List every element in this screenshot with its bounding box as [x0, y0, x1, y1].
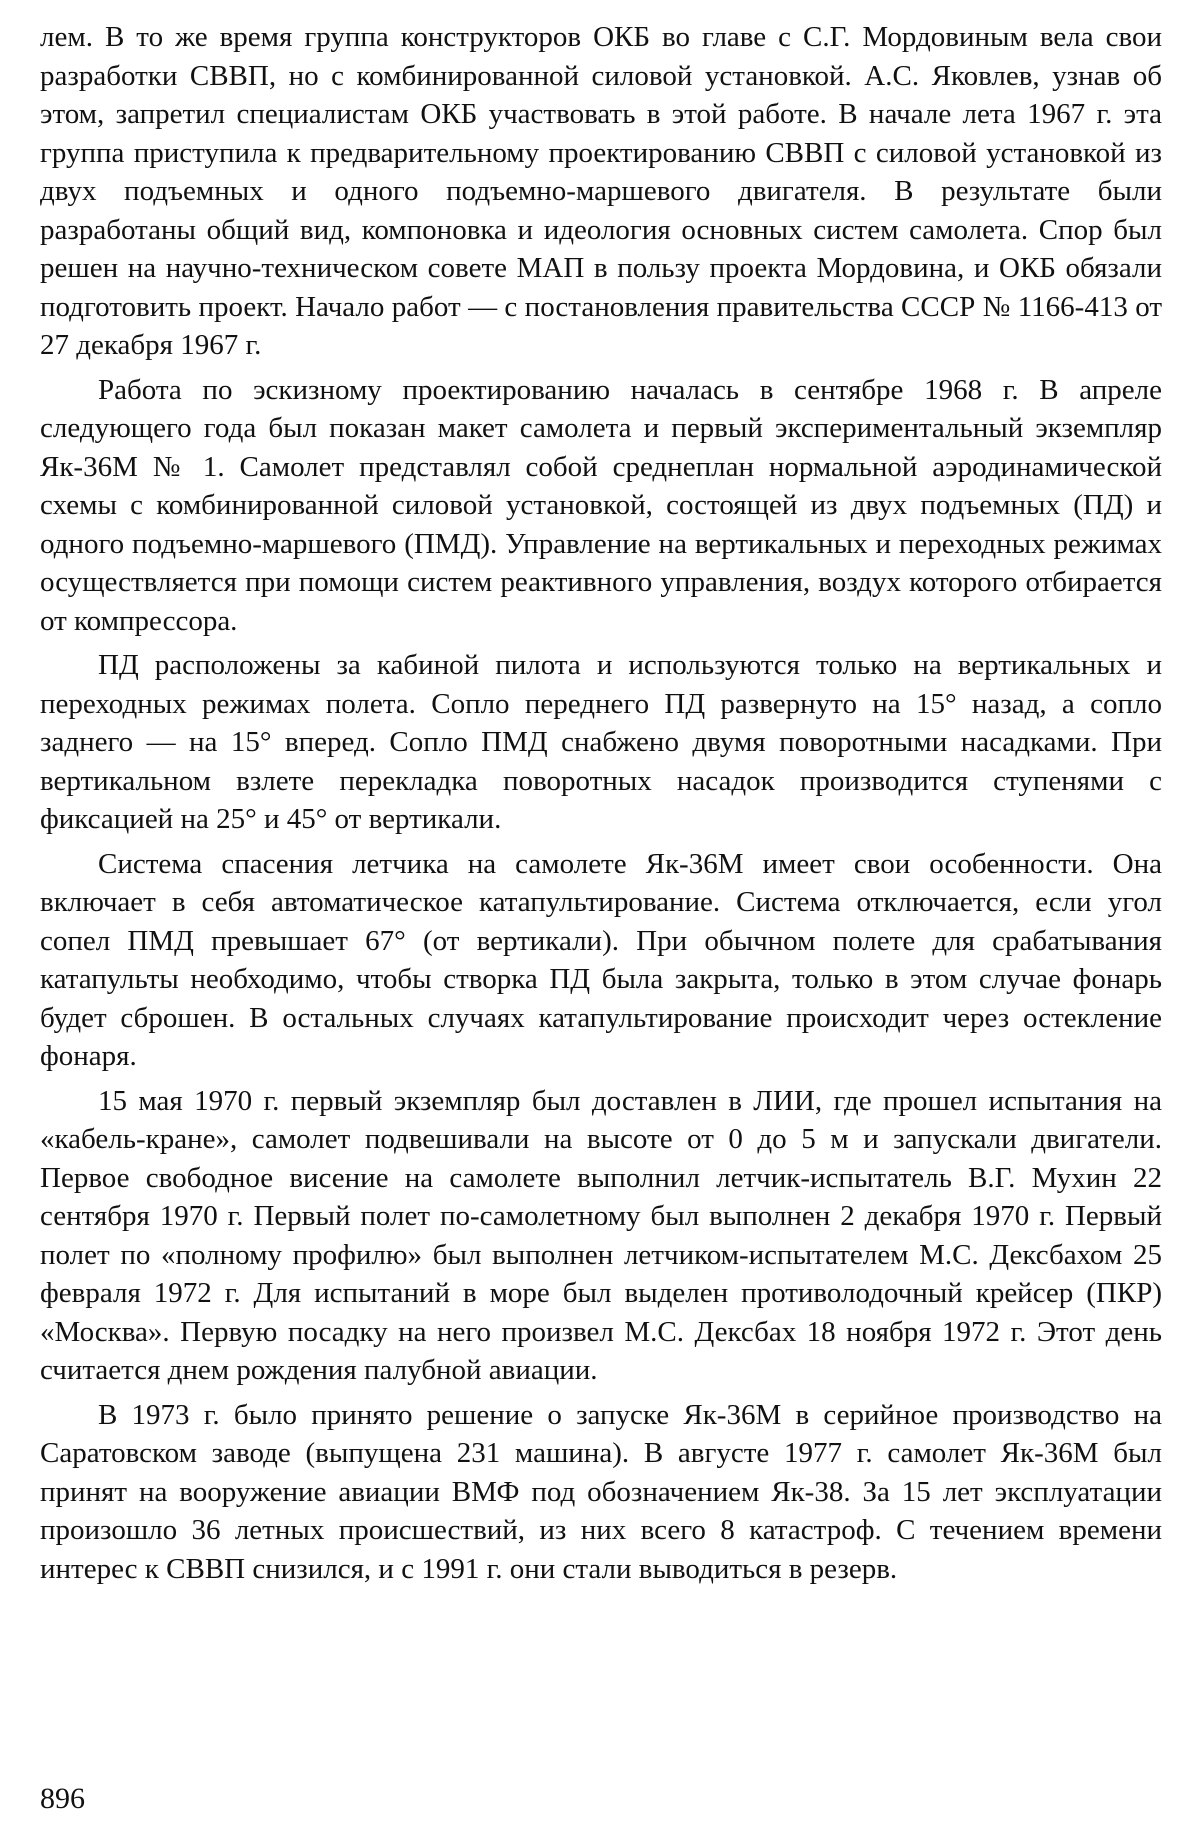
- document-page: [40, 18, 1162, 1818]
- page-number: 896: [40, 1782, 85, 1815]
- paragraph-4: Система спасения летчика на самолете Як-36М имеет свои особенности. Она включает в себя автоматическое катапультирование. Система отключается, если угол сопел ПМД превышает 67° (от вертикали). При обычном полете для срабатывания катапульты необходимо, чтобы створка ПД была закрыта, только в этом случае фонарь будет сброшен. В остальных случаях катапультирование происходит через остекление фонаря.: [40, 847, 1162, 1072]
- paragraph-3: ПД расположены за кабиной пилота и используются только на вертикальных и переходных режимах полета. Сопло переднего ПД развернуто на 15° назад, а сопло заднего — на 15° вперед. Сопло ПМД снабжено двумя поворотными насадками. При вертикальном взлете перекладка поворотных насадок производится ступенями с фиксацией на 25° и 45° от вертикали.: [40, 649, 1162, 835]
- paragraph-5: 15 мая 1970 г. первый экземпляр был доставлен в ЛИИ, где прошел испытания на «кабель-кране», самолет подвешивали на высоте от 0 до 5 м и запускали двигатели. Первое свободное висение на самолете выполнил летчик-испытатель В.Г. Мухин 22 сентября 1970 г. Первый полет по-самолетному был выполнен 2 декабря 1970 г. Первый полет по «полному профилю» был выполнен летчиком-испытателем М.С. Дексбахом 25 февраля 1972 г. Для испытаний в море был выделен противолодочный крейсер (ПКР) «Москва». Первую посадку на него произвел М.С. Дексбах 18 ноября 1972 г. Этот день считается днем рождения палубной авиации.: [40, 1084, 1162, 1386]
- paragraph-6: В 1973 г. было принято решение о запуске Як-36М в серийное производство на Саратовском заводе (выпущена 231 машина). В августе 1977 г. самолет Як-36М был принят на вооружение авиации ВМФ под обозначением Як-38. За 15 лет эксплуатации произошло 36 летных происшествий, из них всего 8 катастроф. С течением времени интерес к СВВП снизился, и с 1991 г. они стали выводиться в резерв.: [40, 1398, 1162, 1585]
- paragraph-1: лем. В то же время группа конструкторов ОКБ во главе с С.Г. Мордовиным вела свои разработки СВВП, но с комбинированной силовой установкой. А.С. Яковлев, узнав об этом, запретил специалистам ОКБ участвовать в этой работе. В начале лета 1967 г. эта группа приступила к предварительному проектированию СВВП с силовой установкой из двух подъемных и одного подъемно-маршевого двигателя. В результате были разработаны общий вид, компоновка и идеология основных систем самолета. Спор был решен на научно-техническом совете МАП в пользу проекта Мордовина, и ОКБ обязали подготовить проект. Начало работ — с постановления правительства СССР № 1166-413 от 27 декабря 1967 г.: [40, 21, 1162, 361]
- paragraph-2: Работа по эскизному проектированию началась в сентябре 1968 г. В апреле следующего года был показан макет самолета и первый экспериментальный экземпляр Як-36М № 1. Самолет представлял собой среднеплан нормальной аэродинамической схемы с комбинированной силовой установкой, состоящей из двух подъемных (ПД) и одного подъемно-маршевого (ПМД). Управление на вертикальных и переходных режимах осуществляется при помощи систем реактивного управления, воздух которого отбирается от компрессора.: [40, 373, 1162, 637]
